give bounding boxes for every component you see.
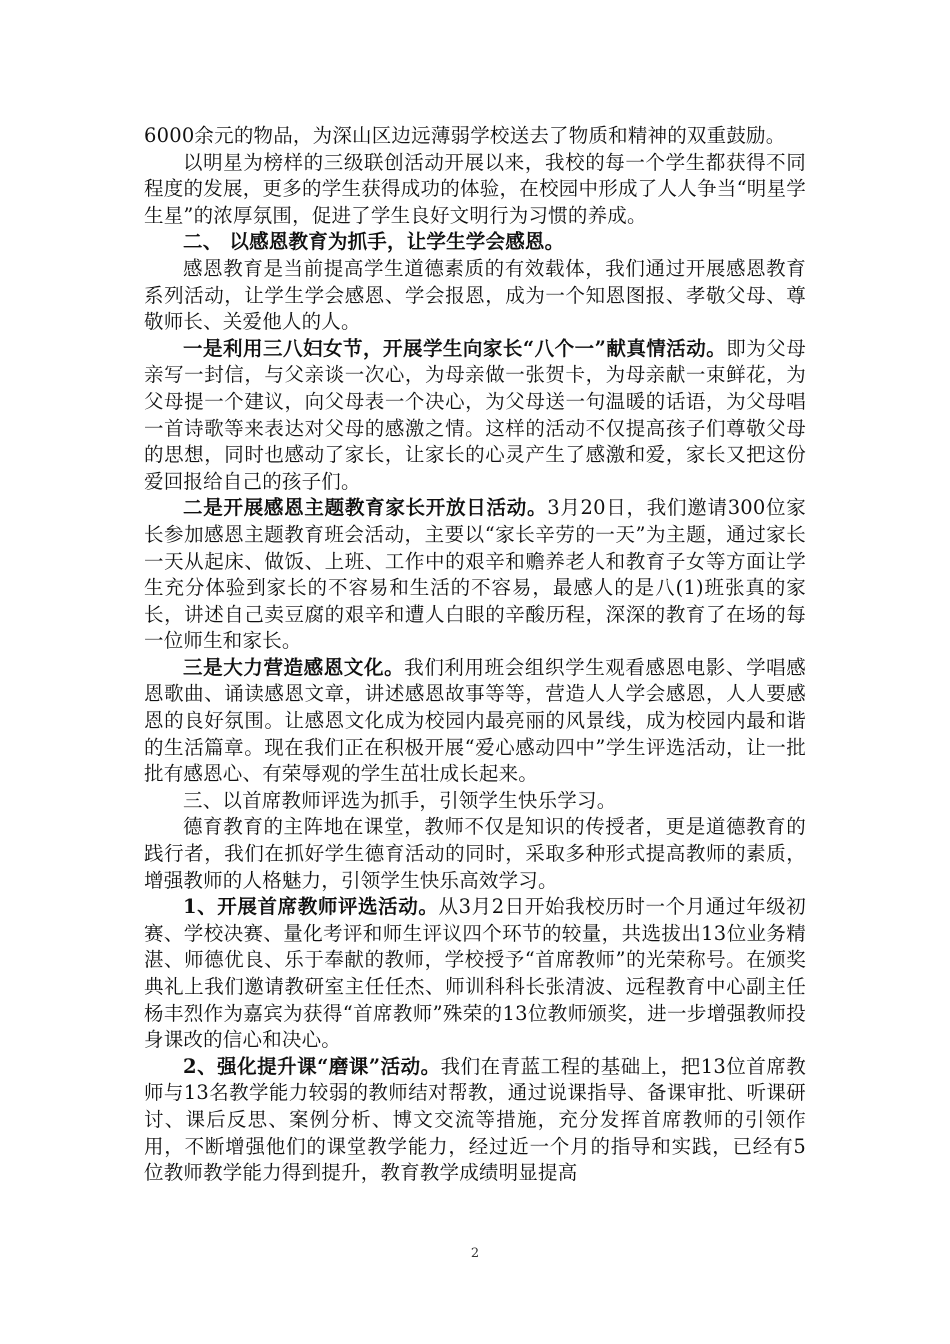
lead-sentence: 二是开展感恩主题教育家长开放日活动。 [183,496,548,520]
section-heading: 二、 以感恩教育为抓手，让学生学会感恩。 [183,230,565,254]
paragraph-continuation: 6000余元的物品，为深山区边远薄弱学校送去了物质和精神的双重鼓励。 [144,124,786,147]
document-body [144,123,806,1187]
paragraph-lead [144,655,806,788]
paragraph-text: 从3月2日开始我校历时一个月通过年级初赛、学校决赛、量化考评和师生评议四个环节的较量，共选拔出13位业务精湛、师德优良、乐于奉献的教师，学校授予“首席教师”的光荣称号。在颁奖典礼上我们邀请教研室主任任杰、师训科科长张清波、远程教育中心副主任杨丰烈作为嘉宾为获得“首席教师”殊荣的13位教师颁奖，进一步增强教师投身课改的信心和决心。 [144,895,806,1052]
lead-sentence: 三是大力营造感恩文化。 [183,655,405,679]
paragraph-lead [144,1054,806,1187]
paragraph-text: 我们在青蓝工程的基础上，把13位首席教师与13名教学能力较弱的教师结对帮教，通过说课指导、备课审批、听课研讨、课后反思、案例分析、博文交流等措施，充分发挥首席教师的引领作用，不断增强他们的课堂教学能力，经过近一个月的指导和实践，已经有5位教师教学能力得到提升，教育教学成绩明显提高 [144,1054,806,1185]
paragraph-text: 3月20日，我们邀请300位家长参加感恩主题教育班会活动，主要以“家长辛劳的一天”为主题，通过家长一天从起床、做饭、上班、工作中的艰辛和赡养老人和教育子女等方面让学生充分体验到家长的不容易和生活的不容易，最感人的是八(1)班张真的家长，讲述自己卖豆腐的艰辛和遭人白眼的辛酸历程，深深的教育了在场的每一位师生和家长。 [144,496,806,653]
paragraph-body: 感恩教育是当前提高学生道德素质的有效载体，我们通过开展感恩教育系列活动，让学生学会感恩、学会报恩，成为一个知恩图报、孝敬父母、尊敬师长、关爱他人的人。 [144,256,806,334]
paragraph-body: 德育教育的主阵地在课堂，教师不仅是知识的传授者，更是道德教育的践行者，我们在抓好学生德育活动的同时，采取多种形式提高教师的素质，增强教师的人格魅力，引领学生快乐高效学习。 [144,815,806,892]
paragraph-text: 我们利用班会组织学生观看感恩电影、学唱感恩歌曲、诵读感恩文章，讲述感恩故事等等，营造人人学会感恩，人人要感恩的良好氛围。让感恩文化成为校园内最亮丽的风景线，成为校园内最和谐的生活篇章。现在我们正在积极开展“爱心感动四中”学生评选活动，让一批批有感恩心、有荣辱观的学生茁壮成长起来。 [144,655,806,786]
paragraph-lead [144,894,806,1054]
page-number: 2 [470,1246,480,1261]
paragraph-text: 即为父母亲写一封信，与父亲谈一次心，为母亲做一张贺卡，为母亲献一束鲜花，为父母提一个建议，向父母表一个决心，为父母送一句温暖的话语，为父母唱一首诗歌等来表达对父母的感激之情。这样的活动不仅提高孩子们尊敬父母的思想，同时也感动了家长，让家长的心灵产生了感激和爱，家长又把这份爱回报给自己的孩子们。 [144,336,806,493]
lead-sentence: 1、开展首席教师评选活动。 [183,895,439,919]
paragraph-lead [144,495,806,655]
lead-sentence: 一是利用三八妇女节，开展学生向家长“八个一”献真情活动。 [183,336,727,360]
section-heading: 三、以首席教师评选为抓手，引领学生快乐学习。 [183,788,617,812]
lead-sentence: 2、强化提升课“磨课”活动。 [183,1054,441,1078]
paragraph-body: 以明星为榜样的三级联创活动开展以来，我校的每一个学生都获得不同程度的发展，更多的学生获得成功的体验，在校园中形成了人人争当“明星学生星”的浓厚氛围，促进了学生良好文明行为习惯的养成。 [144,150,806,227]
paragraph-lead [144,336,806,496]
